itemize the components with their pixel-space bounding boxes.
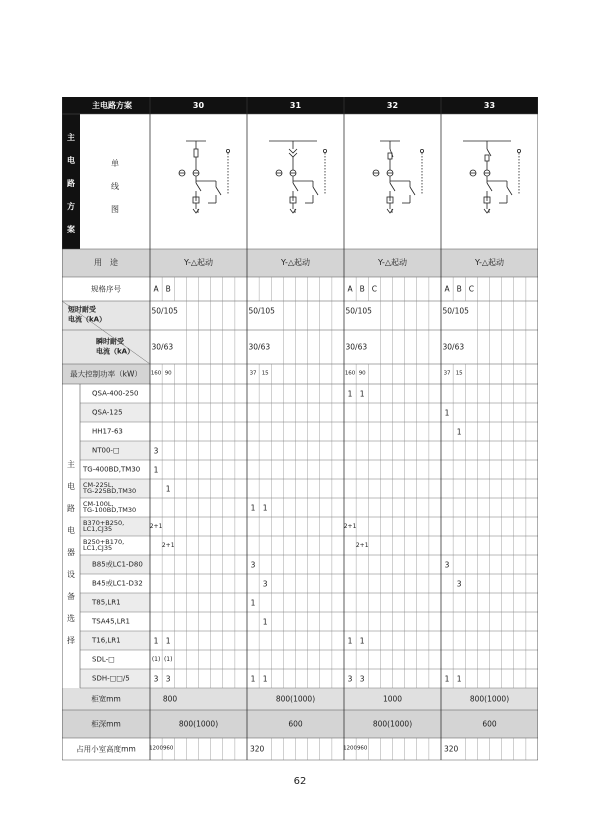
page-number: 62 (293, 776, 307, 787)
max-power-value: 160 (344, 370, 356, 377)
device-side-label-char: 电 (67, 526, 75, 535)
device-side-label-char: 主 (67, 460, 75, 469)
device-quantity: 1 (250, 673, 256, 683)
short-current-value: 50/105 (151, 306, 178, 316)
max-power-value: 15 (261, 370, 269, 377)
device-quantity: 2+1 (355, 541, 369, 549)
device-name: B370+B250, LC1,CJ35 (83, 518, 125, 534)
device-quantity: 3 (153, 673, 159, 683)
device-side-label-char: 器 (67, 548, 75, 557)
device-name: TSA45,LR1 (92, 617, 130, 625)
device-quantity: (1) (151, 655, 161, 663)
device-quantity: 1 (262, 502, 268, 512)
compartment-height-value: 320 (250, 744, 265, 754)
device-name: T85,LR1 (92, 598, 121, 606)
device-quantity: 1 (165, 635, 171, 645)
device-quantity: 1 (165, 483, 171, 493)
single-line-diagram (179, 141, 230, 213)
compartment-height-value: 1200 (149, 745, 164, 752)
device-name: B45或LC1-D32 (92, 579, 143, 587)
cabinet-width-value: 800(1000) (469, 694, 510, 704)
peak-current-label: 瞬时耐受 (96, 337, 124, 346)
cabinet-width-value: 800(1000) (275, 694, 316, 704)
device-name: HH17-63 (92, 427, 123, 435)
spec-letter: C (371, 284, 377, 294)
device-quantity: 1 (444, 407, 450, 417)
single-line-label-char: 图 (111, 205, 119, 214)
short-current-label-unit: 电流（kA） (68, 315, 107, 324)
device-name: SDL-□ (92, 655, 115, 663)
device-name: T16,LR1 (92, 636, 121, 644)
max-power-value: 90 (358, 370, 366, 377)
single-line-diagram (463, 141, 521, 213)
spec-letter: A (347, 284, 353, 294)
device-name: CM-100L, TG-100BD,TM30 (83, 499, 137, 515)
scheme-number: 32 (386, 100, 399, 110)
device-quantity: 1 (444, 673, 450, 683)
device-name: B250+B170, LC1,CJ35 (83, 537, 125, 553)
short-current-value: 50/105 (345, 306, 372, 316)
usage-value: Y-△起动 (475, 258, 504, 267)
device-quantity: 3 (165, 673, 171, 683)
side-label-char: 案 (67, 225, 75, 234)
device-name: NT00-□ (92, 446, 120, 454)
device-quantity: 3 (347, 673, 353, 683)
spec-letter: A (153, 284, 159, 294)
device-quantity: 2+1 (343, 522, 357, 530)
max-power-value: 37 (249, 370, 257, 377)
usage-value: Y-△起动 (184, 258, 213, 267)
compartment-height-value: 960 (356, 745, 368, 752)
peak-current-value: 30/63 (151, 342, 174, 352)
device-side-label-char: 电 (67, 482, 75, 491)
device-name: TG-400BD,TM30 (83, 465, 141, 473)
device-quantity: 1 (359, 635, 365, 645)
max-power-label: 最大控制功率（kW） (70, 369, 142, 379)
scheme-label: 主电路方案 (92, 100, 132, 110)
device-quantity: 2+1 (149, 522, 163, 530)
max-power-value: 160 (150, 370, 162, 377)
device-quantity: 1 (347, 388, 353, 398)
side-label-char: 主 (67, 133, 75, 142)
device-name: QSA-400-250 (92, 389, 139, 397)
device-quantity: 1 (250, 502, 256, 512)
spec-letter: B (359, 284, 365, 294)
device-quantity: 1 (262, 616, 268, 626)
peak-current-value: 30/63 (442, 342, 465, 352)
single-line-label-char: 单 (111, 159, 119, 168)
device-quantity: 1 (456, 673, 462, 683)
short-current-value: 50/105 (248, 306, 275, 316)
device-side-label-char: 路 (67, 504, 75, 513)
device-side-label-char: 选 (67, 614, 75, 623)
device-quantity: 3 (262, 578, 268, 588)
device-quantity: 1 (347, 635, 353, 645)
side-label-char: 路 (67, 179, 75, 188)
single-line-diagram (269, 141, 327, 213)
cabinet-depth-value: 600 (482, 719, 497, 729)
device-quantity: 2+1 (161, 541, 175, 549)
max-power-value: 37 (443, 370, 451, 377)
cabinet-width-value: 800 (162, 694, 178, 704)
short-current-value: 50/105 (442, 306, 469, 316)
usage-value: Y-△起动 (378, 258, 407, 267)
peak-current-value: 30/63 (248, 342, 271, 352)
spec-letter: B (165, 284, 171, 294)
device-quantity: 3 (153, 445, 159, 455)
usage-value: Y-△起动 (281, 258, 310, 267)
device-quantity: 1 (262, 673, 268, 683)
device-side-label-char: 择 (67, 636, 75, 645)
device-quantity: 1 (359, 388, 365, 398)
peak-current-label-unit: 电流（kA） (96, 347, 135, 356)
cabinet-depth-value: 600 (288, 719, 303, 729)
side-label-char: 电 (67, 156, 75, 165)
cabinet-depth-value: 800(1000) (372, 719, 413, 729)
usage-label: 用 途 (94, 258, 118, 267)
device-quantity: (1) (163, 655, 173, 663)
compartment-height-value: 1200 (343, 745, 358, 752)
compartment-height-label: 占用小室高度mm (76, 744, 136, 754)
switchgear-scheme-table (62, 97, 538, 767)
device-name: SDH-□□/5 (92, 674, 130, 682)
device-side-label-char: 设 (67, 570, 75, 579)
cabinet-width-value: 1000 (382, 694, 403, 704)
scheme-number: 33 (483, 100, 496, 110)
device-quantity: 3 (359, 673, 365, 683)
cabinet-width-label: 柜宽mm (91, 694, 121, 704)
device-quantity: 3 (250, 559, 256, 569)
cabinet-depth-value: 800(1000) (178, 719, 219, 729)
spec-letter: B (456, 284, 462, 294)
cabinet-depth-label: 柜深mm (91, 719, 121, 729)
single-line-diagram (373, 141, 424, 213)
device-quantity: 1 (250, 597, 256, 607)
spec-letter: A (444, 284, 450, 294)
device-name: CM-225L, TG-225BD,TM30 (83, 480, 137, 496)
table-grid (62, 97, 538, 767)
short-current-label: 短时耐受 (68, 305, 96, 314)
scheme-number: 31 (289, 100, 302, 110)
scheme-number: 30 (192, 100, 205, 110)
max-power-value: 90 (164, 370, 172, 377)
peak-current-value: 30/63 (345, 342, 368, 352)
compartment-height-value: 960 (162, 745, 174, 752)
device-side-label-char: 备 (67, 592, 75, 601)
device-quantity: 1 (153, 464, 159, 474)
device-quantity: 1 (456, 426, 462, 436)
side-label-char: 方 (67, 202, 75, 211)
max-power-value: 15 (455, 370, 463, 377)
device-quantity: 3 (456, 578, 462, 588)
device-quantity: 3 (444, 559, 450, 569)
device-name: B85或LC1-D80 (92, 560, 143, 568)
device-name: QSA-125 (92, 408, 123, 416)
spec-label: 规格序号 (91, 284, 121, 294)
single-line-label-char: 线 (111, 182, 119, 191)
compartment-height-value: 320 (444, 744, 459, 754)
device-quantity: 1 (153, 635, 159, 645)
spec-letter: C (468, 284, 474, 294)
